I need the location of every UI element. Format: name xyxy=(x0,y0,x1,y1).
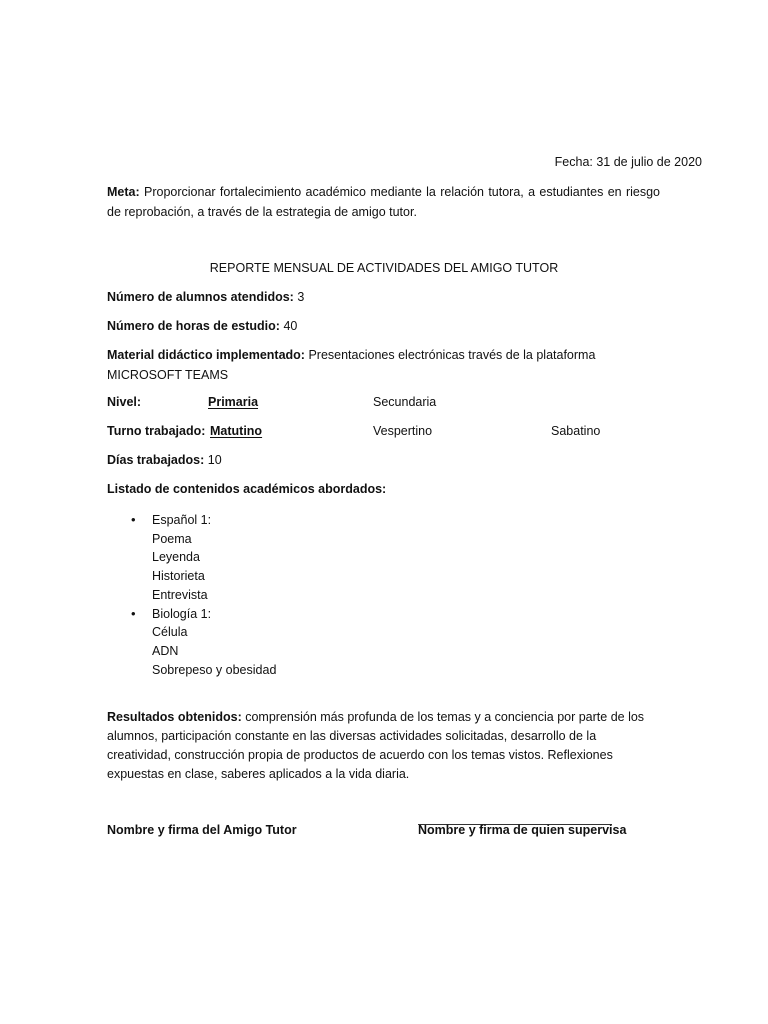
students-label: Número de alumnos atendidos: xyxy=(107,290,294,304)
contents-group-spanish xyxy=(107,511,276,605)
days-label: Días trabajados: xyxy=(107,453,205,467)
shift-option-evening: Vespertino xyxy=(373,424,433,438)
list-item: Sobrepeso y obesidad xyxy=(152,662,277,677)
hours-label: Número de horas de estudio: xyxy=(107,319,280,333)
date-line: Fecha: 31 de julio de 2020 xyxy=(554,155,702,169)
list-item: Poema xyxy=(152,531,192,546)
contents-group-biology xyxy=(107,605,276,680)
supervisor-signature-label: Nombre y firma de quien supervisa xyxy=(418,823,627,837)
shift-option-morning: Matutino xyxy=(210,424,263,438)
meta-text: Proporcionar fortalecimiento académico mediante la relación tutora, a estudiantes en riesgo de reprobación, a través de la estrategia de amigo tutor. xyxy=(107,185,660,219)
list-item: Español 1: xyxy=(152,513,212,527)
days-line xyxy=(107,453,222,467)
contents-list xyxy=(107,511,276,679)
bullet-icon: • xyxy=(131,605,136,621)
list-item: Leyenda xyxy=(152,550,200,565)
meta-label: Meta: xyxy=(107,185,140,199)
material-line xyxy=(107,346,607,385)
level-option-secondary: Secundaria xyxy=(373,395,437,409)
material-label: Material didáctico implementado: xyxy=(107,348,305,362)
hours-line xyxy=(107,317,627,337)
meta-paragraph xyxy=(107,182,660,222)
results-paragraph xyxy=(107,708,647,784)
material-value: Presentaciones electrónicas través de la plataforma MICROSOFT TEAMS xyxy=(107,348,596,382)
bullet-icon: • xyxy=(131,512,136,527)
contents-heading: Listado de contenidos académicos abordados: xyxy=(107,482,387,496)
list-item: Célula xyxy=(152,625,188,640)
hours-value: 40 xyxy=(283,319,298,333)
shift-label: Turno trabajado: xyxy=(107,424,206,438)
students-line xyxy=(107,288,627,308)
days-value: 10 xyxy=(207,453,222,467)
list-item: Biología 1: xyxy=(152,606,212,621)
report-title: REPORTE MENSUAL DE ACTIVIDADES DEL AMIGO TUTOR xyxy=(209,261,559,275)
students-value: 3 xyxy=(297,290,305,304)
results-text: comprensión más profunda de los temas y a conciencia por parte de los alumnos, participación constante en las diversas actividades solicitadas, desarrollo de la creatividad, construcción propia de productos de acuerdo con los temas vistos. Reflexiones expuestas en clase, saberes aplicados a la vida diaria. xyxy=(107,710,645,781)
list-item: Historieta xyxy=(152,569,205,584)
list-item: Entrevista xyxy=(152,587,208,602)
list-item: ADN xyxy=(152,643,179,658)
results-label: Resultados obtenidos: xyxy=(107,710,242,724)
shift-option-saturday: Sabatino xyxy=(551,424,601,438)
tutor-signature-label: Nombre y firma del Amigo Tutor xyxy=(107,823,297,837)
level-option-primary: Primaria xyxy=(208,395,259,409)
level-label: Nivel: xyxy=(107,395,142,409)
